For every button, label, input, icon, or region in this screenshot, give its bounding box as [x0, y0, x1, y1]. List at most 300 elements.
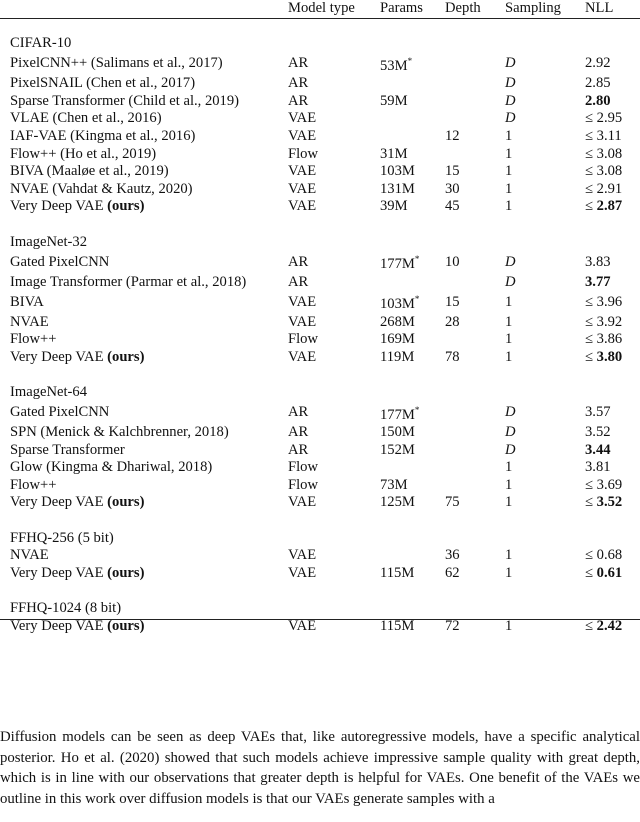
sampling-cell — [505, 459, 585, 477]
model-type-cell — [288, 181, 380, 199]
params-cell-text: 103M — [380, 163, 415, 180]
sampling-cell — [505, 314, 585, 332]
header-depth: Depth — [445, 0, 481, 16]
model-name: NVAE — [10, 313, 49, 330]
nll-value: 3.52 — [585, 424, 611, 441]
sampling-cell — [505, 274, 585, 292]
table-row — [10, 53, 640, 75]
depth-cell-text: 78 — [445, 348, 460, 365]
params-cell — [380, 349, 445, 367]
depth-cell — [445, 349, 505, 367]
model-cell — [10, 565, 288, 583]
section-title-row — [10, 234, 640, 252]
nll-value: 3.57 — [585, 404, 611, 421]
table-header-row — [10, 0, 640, 18]
model-name: IAF-VAE (Kingma et al., 2016) — [10, 128, 196, 145]
model-type-cell-text: VAE — [288, 547, 317, 564]
model-cell — [10, 459, 288, 477]
nll-value: 2.91 — [596, 180, 623, 197]
sampling-cell — [505, 494, 585, 512]
params-cell — [380, 163, 445, 181]
section-spacer — [10, 216, 640, 234]
model-type-cell-text: Flow — [288, 331, 319, 348]
sampling-cell — [505, 163, 585, 181]
params-cell-text: 177M — [380, 256, 415, 273]
model-type-cell-text: VAE — [288, 617, 317, 634]
model-ours-tag: (ours) — [107, 198, 145, 215]
model-cell — [10, 477, 288, 495]
section-title-row — [10, 530, 640, 548]
sampling-cell-text: 1 — [505, 617, 513, 634]
table-row — [10, 494, 640, 512]
model-cell — [10, 198, 288, 216]
header-model-type: Model type — [288, 0, 355, 16]
table-row — [10, 618, 640, 636]
nll-value: 2.87 — [596, 198, 623, 215]
table-row — [10, 251, 640, 273]
sampling-cell-text: D — [505, 110, 516, 127]
nll-value: 3.08 — [596, 145, 623, 162]
section-spacer — [10, 582, 640, 600]
sampling-cell-text: 1 — [505, 180, 513, 197]
sampling-cell — [505, 75, 585, 93]
model-type-cell-text: VAE — [288, 180, 317, 197]
nll-bound-symbol: ≤ — [585, 163, 594, 180]
model-type-cell — [288, 53, 380, 75]
params-cell-text: 150M — [380, 424, 415, 441]
params-cell-text: 115M — [380, 564, 415, 581]
depth-cell — [445, 565, 505, 583]
model-type-cell-text: AR — [288, 273, 309, 290]
model-type-cell — [288, 274, 380, 292]
nll-cell — [585, 477, 640, 495]
table-row — [10, 128, 640, 146]
model-type-cell — [288, 424, 380, 442]
model-name: NVAE (Vahdat & Kautz, 2020) — [10, 180, 193, 197]
table-row — [10, 402, 640, 424]
nll-cell — [585, 181, 640, 199]
model-type-cell-text: VAE — [288, 128, 317, 145]
model-cell — [10, 163, 288, 181]
nll-cell — [585, 163, 640, 181]
model-name: Sparse Transformer — [10, 441, 125, 458]
params-cell-text: 177M — [380, 406, 415, 423]
model-type-cell-text: Flow — [288, 459, 319, 476]
depth-cell — [445, 251, 505, 273]
model-type-cell-text: VAE — [288, 564, 317, 581]
nll-value: 3.80 — [596, 348, 623, 365]
sampling-cell — [505, 251, 585, 273]
model-type-cell-text: AR — [288, 441, 309, 458]
model-cell — [10, 146, 288, 164]
depth-cell — [445, 402, 505, 424]
nll-value: 3.83 — [585, 253, 611, 270]
sampling-cell — [505, 198, 585, 216]
sampling-cell-text: 1 — [505, 293, 513, 310]
sampling-cell — [505, 53, 585, 75]
nll-cell — [585, 75, 640, 93]
model-type-cell — [288, 93, 380, 111]
depth-cell-text: 75 — [445, 494, 460, 511]
nll-cell — [585, 110, 640, 128]
model-cell — [10, 424, 288, 442]
table-row — [10, 459, 640, 477]
table-row — [10, 163, 640, 181]
params-cell — [380, 547, 445, 565]
depth-cell — [445, 110, 505, 128]
nll-value: 3.52 — [596, 494, 623, 511]
model-name: Image Transformer (Parmar et al., 2018) — [10, 273, 247, 290]
params-cell — [380, 618, 445, 636]
depth-cell-text: 15 — [445, 163, 460, 180]
params-cell — [380, 198, 445, 216]
model-type-cell — [288, 442, 380, 460]
nll-value: 3.69 — [596, 476, 623, 493]
nll-cell — [585, 442, 640, 460]
depth-cell — [445, 181, 505, 199]
nll-cell — [585, 402, 640, 424]
model-type-cell-text: AR — [288, 424, 309, 441]
model-name: SPN (Menick & Kalchbrenner, 2018) — [10, 424, 229, 441]
nll-bound-symbol: ≤ — [585, 547, 594, 564]
nll-value: 2.95 — [596, 110, 623, 127]
sampling-cell-text: 1 — [505, 547, 513, 564]
model-type-cell — [288, 402, 380, 424]
sampling-cell — [505, 146, 585, 164]
model-type-cell — [288, 251, 380, 273]
depth-cell — [445, 274, 505, 292]
model-type-cell — [288, 459, 380, 477]
model-name: Sparse Transformer (Child et al., 2019) — [10, 92, 240, 109]
sampling-cell — [505, 349, 585, 367]
depth-cell-text: 62 — [445, 564, 460, 581]
model-type-cell — [288, 75, 380, 93]
model-ours-tag: (ours) — [107, 348, 145, 365]
depth-cell — [445, 494, 505, 512]
nll-cell — [585, 314, 640, 332]
params-cell — [380, 75, 445, 93]
depth-cell — [445, 331, 505, 349]
section-title: CIFAR-10 — [10, 35, 72, 52]
model-name: Glow (Kingma & Dhariwal, 2018) — [10, 459, 213, 476]
table-row — [10, 110, 640, 128]
nll-bound-symbol: ≤ — [585, 145, 594, 162]
model-type-cell-text: AR — [288, 75, 309, 92]
section-title-row — [10, 600, 640, 618]
depth-cell — [445, 163, 505, 181]
sampling-cell-text: D — [505, 273, 516, 290]
sampling-cell-text: 1 — [505, 163, 513, 180]
sampling-cell-text: D — [505, 424, 516, 441]
model-type-cell-text: AR — [288, 92, 309, 109]
header-nll: NLL — [585, 0, 614, 16]
params-cell-text: 119M — [380, 348, 415, 365]
params-footnote-mark: * — [407, 55, 413, 66]
model-type-cell-text: Flow — [288, 476, 319, 493]
nll-cell — [585, 128, 640, 146]
depth-cell — [445, 442, 505, 460]
table-body — [10, 18, 640, 636]
section-title: ImageNet-64 — [10, 384, 87, 401]
model-name: Very Deep VAE — [10, 198, 104, 215]
depth-cell — [445, 198, 505, 216]
model-type-cell-text: VAE — [288, 313, 317, 330]
model-cell — [10, 349, 288, 367]
depth-cell-text: 36 — [445, 547, 460, 564]
sampling-cell-text: D — [505, 75, 516, 92]
model-name: Flow++ (Ho et al., 2019) — [10, 145, 157, 162]
model-cell — [10, 547, 288, 565]
table-row — [10, 198, 640, 216]
model-name: Very Deep VAE — [10, 564, 104, 581]
model-type-cell — [288, 163, 380, 181]
nll-bound-symbol: ≤ — [585, 348, 594, 365]
sampling-cell-text: 1 — [505, 494, 513, 511]
params-cell-text: 115M — [380, 617, 415, 634]
table-row — [10, 547, 640, 565]
model-type-cell-text: AR — [288, 55, 309, 72]
model-type-cell-text: VAE — [288, 494, 317, 511]
model-cell — [10, 93, 288, 111]
section-spacer — [10, 18, 640, 36]
params-footnote-mark: * — [414, 254, 420, 265]
sampling-cell-text: 1 — [505, 198, 513, 215]
sampling-cell-text: 1 — [505, 331, 513, 348]
model-ours-tag: (ours) — [107, 494, 145, 511]
nll-cell — [585, 198, 640, 216]
params-cell-text: 39M — [380, 198, 408, 215]
params-footnote-mark: * — [414, 294, 420, 305]
table-row — [10, 93, 640, 111]
sampling-cell — [505, 442, 585, 460]
params-cell-text: 125M — [380, 494, 415, 511]
model-type-cell-text: VAE — [288, 163, 317, 180]
nll-value: 3.81 — [585, 459, 611, 476]
depth-cell-text: 72 — [445, 617, 460, 634]
table-row — [10, 291, 640, 313]
nll-cell — [585, 53, 640, 75]
params-cell — [380, 459, 445, 477]
depth-cell-text: 45 — [445, 198, 460, 215]
depth-cell — [445, 547, 505, 565]
model-cell — [10, 181, 288, 199]
section-title-row — [10, 35, 640, 53]
sampling-cell-text: 1 — [505, 348, 513, 365]
model-name: Very Deep VAE — [10, 494, 104, 511]
params-cell-text: 268M — [380, 313, 415, 330]
model-cell — [10, 75, 288, 93]
sampling-cell — [505, 181, 585, 199]
model-type-cell — [288, 618, 380, 636]
params-cell — [380, 251, 445, 273]
nll-cell — [585, 291, 640, 313]
sampling-cell — [505, 331, 585, 349]
params-cell-text: 31M — [380, 145, 408, 162]
table-row — [10, 331, 640, 349]
params-cell-text: 53M — [380, 57, 408, 74]
sampling-cell — [505, 424, 585, 442]
model-type-cell — [288, 198, 380, 216]
model-type-cell-text: Flow — [288, 145, 319, 162]
header-model — [10, 0, 288, 18]
depth-cell-text: 28 — [445, 313, 460, 330]
model-type-cell-text: VAE — [288, 198, 317, 215]
params-cell — [380, 53, 445, 75]
model-name: Flow++ — [10, 476, 57, 493]
nll-value: 0.68 — [596, 547, 623, 564]
params-cell-text: 131M — [380, 180, 415, 197]
nll-value: 3.92 — [596, 313, 623, 330]
params-cell — [380, 402, 445, 424]
model-type-cell-text: AR — [288, 253, 309, 270]
nll-value: 3.11 — [596, 128, 622, 145]
model-type-cell — [288, 565, 380, 583]
sampling-cell — [505, 110, 585, 128]
section-title: ImageNet-32 — [10, 233, 87, 250]
model-type-cell — [288, 494, 380, 512]
table-row — [10, 181, 640, 199]
sampling-cell — [505, 402, 585, 424]
section-spacer — [10, 366, 640, 384]
nll-bound-symbol: ≤ — [585, 331, 594, 348]
table-row — [10, 274, 640, 292]
nll-value: 3.96 — [596, 293, 623, 310]
model-ours-tag: (ours) — [107, 564, 145, 581]
model-name: PixelSNAIL (Chen et al., 2017) — [10, 75, 196, 92]
header-params: Params — [380, 0, 423, 16]
depth-cell — [445, 314, 505, 332]
nll-value: 3.44 — [585, 441, 611, 458]
model-cell — [10, 314, 288, 332]
nll-value: 2.92 — [585, 55, 611, 72]
nll-value: 0.61 — [596, 564, 623, 581]
table-row — [10, 565, 640, 583]
sampling-cell — [505, 128, 585, 146]
nll-value: 2.42 — [596, 617, 623, 634]
section-title-row — [10, 384, 640, 402]
depth-cell — [445, 128, 505, 146]
model-cell — [10, 402, 288, 424]
params-cell-text: 59M — [380, 92, 408, 109]
sampling-cell-text: 1 — [505, 145, 513, 162]
sampling-cell — [505, 477, 585, 495]
table-row — [10, 442, 640, 460]
depth-cell — [445, 53, 505, 75]
depth-cell — [445, 93, 505, 111]
nll-cell — [585, 565, 640, 583]
params-cell — [380, 331, 445, 349]
nll-bound-symbol: ≤ — [585, 617, 594, 634]
nll-bound-symbol: ≤ — [585, 564, 594, 581]
params-cell — [380, 93, 445, 111]
sampling-cell — [505, 618, 585, 636]
nll-value: 3.86 — [596, 331, 623, 348]
model-cell — [10, 331, 288, 349]
model-name: Gated PixelCNN — [10, 253, 110, 270]
depth-cell — [445, 146, 505, 164]
params-cell-text: 73M — [380, 476, 408, 493]
model-type-cell-text: VAE — [288, 110, 317, 127]
section-title: FFHQ-1024 (8 bit) — [10, 600, 122, 617]
model-type-cell — [288, 110, 380, 128]
model-type-cell — [288, 331, 380, 349]
params-cell — [380, 291, 445, 313]
model-cell — [10, 251, 288, 273]
model-cell — [10, 618, 288, 636]
model-type-cell-text: AR — [288, 404, 309, 421]
sampling-cell-text: 1 — [505, 459, 513, 476]
sampling-cell-text: D — [505, 92, 516, 109]
nll-bound-symbol: ≤ — [585, 128, 594, 145]
params-cell — [380, 565, 445, 583]
params-cell — [380, 181, 445, 199]
params-cell — [380, 494, 445, 512]
results-table — [10, 0, 640, 635]
depth-cell-text: 15 — [445, 293, 460, 310]
model-type-cell — [288, 547, 380, 565]
params-cell — [380, 314, 445, 332]
model-cell — [10, 128, 288, 146]
model-cell — [10, 274, 288, 292]
sampling-cell-text: D — [505, 253, 516, 270]
nll-cell — [585, 618, 640, 636]
nll-cell — [585, 146, 640, 164]
nll-cell — [585, 93, 640, 111]
params-cell-text: 103M — [380, 296, 415, 313]
table-row — [10, 349, 640, 367]
table-row — [10, 75, 640, 93]
nll-cell — [585, 424, 640, 442]
model-ours-tag: (ours) — [107, 617, 145, 634]
params-cell — [380, 477, 445, 495]
model-type-cell — [288, 349, 380, 367]
model-name: Gated PixelCNN — [10, 404, 110, 421]
sampling-cell-text: 1 — [505, 313, 513, 330]
model-cell — [10, 291, 288, 313]
model-cell — [10, 442, 288, 460]
sampling-cell — [505, 565, 585, 583]
nll-bound-symbol: ≤ — [585, 293, 594, 310]
model-name: VLAE (Chen et al., 2016) — [10, 110, 162, 127]
model-type-cell-text: VAE — [288, 348, 317, 365]
params-cell — [380, 424, 445, 442]
depth-cell — [445, 75, 505, 93]
sampling-cell — [505, 547, 585, 565]
header-sampling: Sampling — [505, 0, 561, 16]
nll-bound-symbol: ≤ — [585, 198, 594, 215]
sampling-cell-text: D — [505, 55, 516, 72]
params-cell — [380, 442, 445, 460]
sampling-cell-text: 1 — [505, 476, 513, 493]
nll-cell — [585, 331, 640, 349]
model-type-cell — [288, 314, 380, 332]
nll-cell — [585, 494, 640, 512]
table-row — [10, 424, 640, 442]
sampling-cell-text: 1 — [505, 128, 513, 145]
sampling-cell — [505, 93, 585, 111]
model-cell — [10, 110, 288, 128]
model-cell — [10, 53, 288, 75]
sampling-cell-text: D — [505, 404, 516, 421]
params-cell-text: 169M — [380, 331, 415, 348]
depth-cell-text: 30 — [445, 180, 460, 197]
model-cell — [10, 494, 288, 512]
sampling-cell — [505, 291, 585, 313]
model-name: Very Deep VAE — [10, 348, 104, 365]
depth-cell — [445, 291, 505, 313]
model-type-cell — [288, 291, 380, 313]
params-cell — [380, 146, 445, 164]
